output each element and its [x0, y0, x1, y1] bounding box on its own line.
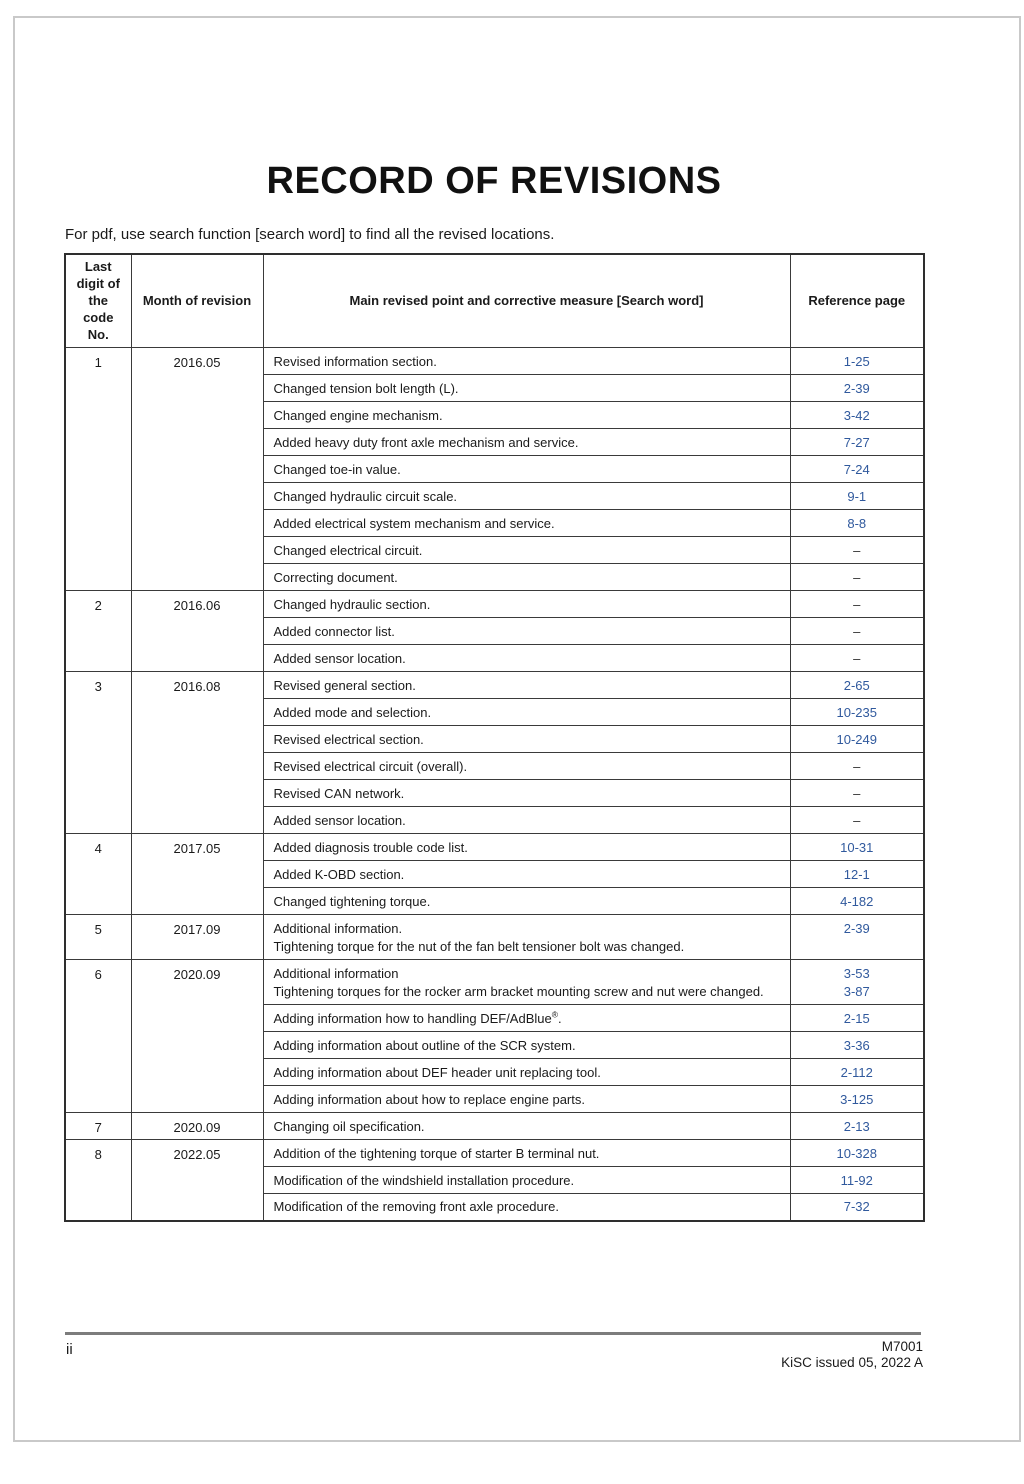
- revision-description-cell: Changed engine mechanism.: [263, 402, 790, 429]
- reference-page-cell: [790, 753, 924, 780]
- reference-page-link[interactable]: 2-39: [843, 921, 870, 937]
- no-reference-dash: –: [853, 785, 861, 801]
- header-code-digit: Last digit of the code No.: [65, 254, 131, 348]
- reference-page-cell: [790, 888, 924, 915]
- revision-description-cell: Addition of the tightening torque of starter B terminal nut.: [263, 1140, 790, 1167]
- revisions-table: [64, 253, 925, 1222]
- reference-page-cell: [790, 1113, 924, 1140]
- reference-page-link[interactable]: 8-8: [847, 515, 867, 531]
- reference-page-link[interactable]: 3-36: [843, 1037, 870, 1053]
- reference-page-cell: [790, 429, 924, 456]
- reference-page-link[interactable]: 12-1: [843, 866, 870, 882]
- revision-description-cell: Revised electrical circuit (overall).: [263, 753, 790, 780]
- table-row: [65, 834, 924, 861]
- revision-description-cell: Adding information about outline of the SCR system.: [263, 1032, 790, 1059]
- no-reference-dash: –: [853, 569, 861, 585]
- revision-description-cell: Adding information about how to replace engine parts.: [263, 1086, 790, 1113]
- reference-page-link[interactable]: 3-87: [843, 984, 870, 999]
- intro-text: For pdf, use search function [search word] to find all the revised locations.: [65, 226, 555, 243]
- reference-page-link[interactable]: 2-39: [843, 380, 870, 396]
- revision-description-cell: Changing oil specification.: [263, 1113, 790, 1140]
- revision-description-cell: Added electrical system mechanism and service.: [263, 510, 790, 537]
- reference-page-cell: [790, 960, 924, 1005]
- no-reference-dash: –: [853, 542, 861, 558]
- reference-page-cell: [790, 564, 924, 591]
- reference-page-cell: [790, 1032, 924, 1059]
- description-line: Additional information: [273, 966, 399, 982]
- reference-page-cell: [790, 1005, 924, 1032]
- reference-page-cell: [790, 402, 924, 429]
- reference-page-cell: [790, 672, 924, 699]
- reference-page-cell: [790, 537, 924, 564]
- reference-page-cell: [790, 915, 924, 960]
- revision-description-cell: Added sensor location.: [263, 645, 790, 672]
- code-digit-cell: 2: [65, 591, 131, 672]
- footer-rule: [65, 1332, 921, 1335]
- revision-description-cell: Revised electrical section.: [263, 726, 790, 753]
- reference-page-cell: [790, 780, 924, 807]
- revision-month-cell: 2016.08: [131, 672, 263, 834]
- revision-description-cell: Added diagnosis trouble code list.: [263, 834, 790, 861]
- reference-page-link[interactable]: 11-92: [840, 1172, 873, 1188]
- reference-page-cell: [790, 618, 924, 645]
- reference-page-cell: [790, 834, 924, 861]
- reference-page-cell: [790, 456, 924, 483]
- description-line: Additional information.: [273, 921, 403, 937]
- revision-month-cell: 2020.09: [131, 960, 263, 1113]
- revision-description-cell: [263, 1005, 790, 1032]
- header-row: [65, 254, 924, 348]
- revision-month-cell: 2017.09: [131, 915, 263, 960]
- revision-month-cell: 2020.09: [131, 1113, 263, 1140]
- revision-description-cell: Revised information section.: [263, 348, 790, 375]
- revision-month-cell: 2017.05: [131, 834, 263, 915]
- revision-description-cell: Changed hydraulic section.: [263, 591, 790, 618]
- reference-page-cell: [790, 483, 924, 510]
- revision-description-cell: Changed electrical circuit.: [263, 537, 790, 564]
- reference-page-link[interactable]: 2-13: [843, 1118, 870, 1134]
- description-line: Tightening torques for the rocker arm bracket mounting screw and nut were changed.: [273, 984, 764, 999]
- revision-description-cell: Adding information about DEF header unit replacing tool.: [263, 1059, 790, 1086]
- reference-page-link[interactable]: 10-31: [840, 839, 874, 855]
- reference-page-cell: [790, 1059, 924, 1086]
- revision-description-cell: Correcting document.: [263, 564, 790, 591]
- footer-doc-code: M7001: [881, 1339, 923, 1354]
- revision-description-cell: [263, 960, 790, 1005]
- no-reference-dash: –: [853, 596, 861, 612]
- table-row: [65, 591, 924, 618]
- reference-page-cell: [790, 348, 924, 375]
- revision-month-cell: 2016.06: [131, 591, 263, 672]
- header-main-point: Main revised point and corrective measure [Search word]: [263, 254, 790, 348]
- revision-description-cell: Changed tension bolt length (L).: [263, 375, 790, 402]
- reference-page-cell: [790, 510, 924, 537]
- reference-page-cell: [790, 375, 924, 402]
- revision-month-cell: 2022.05: [131, 1140, 263, 1221]
- revision-description-cell: Changed tightening torque.: [263, 888, 790, 915]
- code-digit-cell: 7: [65, 1113, 131, 1140]
- description-text: Adding information how to handling DEF/AdBlue: [273, 1010, 552, 1026]
- revision-description-cell: Changed hydraulic circuit scale.: [263, 483, 790, 510]
- revision-description-cell: Modification of the windshield installation procedure.: [263, 1167, 790, 1194]
- code-digit-cell: 4: [65, 834, 131, 915]
- description-line: Tightening torque for the nut of the fan belt tensioner bolt was changed.: [273, 939, 685, 954]
- reference-page-link[interactable]: 3-42: [843, 407, 870, 423]
- reference-page-link[interactable]: 10-235: [836, 704, 877, 720]
- code-digit-cell: 5: [65, 915, 131, 960]
- no-reference-dash: –: [853, 812, 861, 828]
- table-row: [65, 672, 924, 699]
- reference-page-link[interactable]: 7-27: [843, 434, 870, 450]
- reference-page-link[interactable]: 10-249: [836, 731, 877, 747]
- revisions-table-body: [65, 348, 924, 1221]
- reference-page-cell: [790, 1140, 924, 1167]
- table-row: [65, 1140, 924, 1167]
- reference-page-cell: [790, 591, 924, 618]
- registered-trademark-symbol: ®: [551, 1009, 558, 1020]
- code-digit-cell: 1: [65, 348, 131, 591]
- reference-page-link[interactable]: 4-182: [840, 893, 874, 909]
- header-month: Month of revision: [131, 254, 263, 348]
- table-row: [65, 960, 924, 1005]
- code-digit-cell: 6: [65, 960, 131, 1113]
- revision-description-cell: Added K-OBD section.: [263, 861, 790, 888]
- reference-page-cell: [790, 645, 924, 672]
- table-row: [65, 915, 924, 960]
- footer-right-block: [781, 1339, 923, 1371]
- footer-issue-note: KiSC issued 05, 2022 A: [781, 1355, 923, 1370]
- description-text-after: .: [558, 1010, 562, 1026]
- revision-description-cell: Revised CAN network.: [263, 780, 790, 807]
- reference-page-link[interactable]: 2-65: [843, 677, 870, 693]
- header-reference-page: Reference page: [790, 254, 924, 348]
- reference-page-link[interactable]: 2-112: [840, 1064, 873, 1080]
- reference-page-link[interactable]: 3-53: [843, 966, 870, 982]
- table-row: [65, 348, 924, 375]
- revision-description-cell: Revised general section.: [263, 672, 790, 699]
- revision-description-cell: Modification of the removing front axle procedure.: [263, 1194, 790, 1221]
- revisions-table-header: [65, 254, 924, 348]
- revision-description-cell: Added sensor location.: [263, 807, 790, 834]
- table-row: [65, 1113, 924, 1140]
- code-digit-cell: 8: [65, 1140, 131, 1221]
- reference-page-link[interactable]: 10-328: [836, 1145, 877, 1161]
- reference-page-link[interactable]: 7-32: [843, 1199, 870, 1215]
- reference-page-link[interactable]: 7-24: [843, 461, 870, 477]
- reference-page-cell: [790, 807, 924, 834]
- revision-month-cell: 2016.05: [131, 348, 263, 591]
- reference-page-link[interactable]: 9-1: [847, 488, 867, 504]
- reference-page-link[interactable]: 2-15: [843, 1010, 870, 1026]
- reference-page-cell: [790, 861, 924, 888]
- reference-page-cell: [790, 1194, 924, 1221]
- code-digit-cell: 3: [65, 672, 131, 834]
- reference-page-link[interactable]: 1-25: [843, 353, 870, 369]
- no-reference-dash: –: [853, 650, 861, 666]
- revision-description-cell: Added connector list.: [263, 618, 790, 645]
- footer-page-number: ii: [66, 1341, 73, 1358]
- revision-description-cell: Changed toe-in value.: [263, 456, 790, 483]
- reference-page-cell: [790, 699, 924, 726]
- reference-page-cell: [790, 726, 924, 753]
- no-reference-dash: –: [853, 758, 861, 774]
- revision-description-cell: [263, 915, 790, 960]
- reference-page-cell: [790, 1167, 924, 1194]
- revision-description-cell: Added heavy duty front axle mechanism and service.: [263, 429, 790, 456]
- page-title: RECORD OF REVISIONS: [266, 160, 722, 202]
- revision-description-cell: Added mode and selection.: [263, 699, 790, 726]
- reference-page-cell: [790, 1086, 924, 1113]
- reference-page-link[interactable]: 3-125: [840, 1091, 874, 1107]
- no-reference-dash: –: [853, 623, 861, 639]
